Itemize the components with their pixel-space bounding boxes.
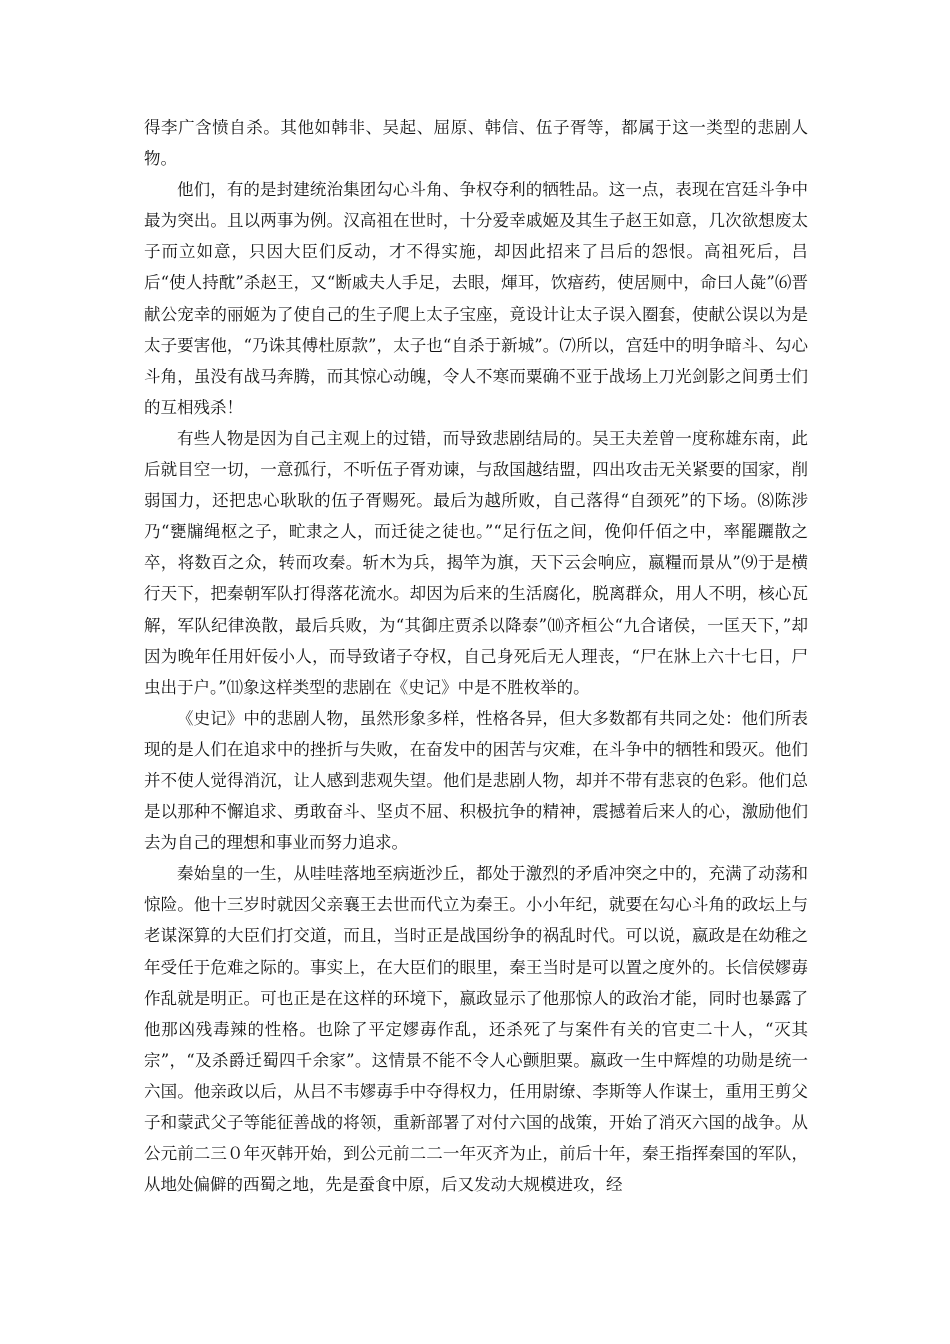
- paragraph-continuation: 得李广含愤自杀。其他如韩非、吴起、屈原、韩信、伍子胥等，都属于这一类型的悲剧人物。: [144, 118, 808, 169]
- document-page: [144, 112, 808, 1200]
- paragraph-personal-faults: 有些人物是因为自己主观上的过错，而导致悲剧结局的。吴王夫差曾一度称雄东南，此后就目空一切，一意孤行，不听伍子胥劝谏，与敌国越结盟，四出攻击无关紧要的国家，削弱国力，还把忠心耿耿的伍子胥赐死。最后为越所败，自己落得“自颈死”的下场。⑻陈涉乃“甕牖绳枢之子，甿隶之人，而迁徒之徒也。”“足行伍之间，俛仰仟佰之中，率罷躧散之卒，将数百之众，转而攻秦。斩木为兵，揭竿为旗，天下云会响应，嬴糧而景从”⑼于是横行天下，把秦朝军队打得落花流水。却因为后来的生活腐化，脱离群众，用人不明，核心瓦解，军队纪律涣散，最后兵败，为“其御庄贾杀以降泰”⑽齐桓公“九合诸侯，一匡天下，”却因为晚年任用奸佞小人，而导致诸子夺权，自己身死后无人理丧，“尸在牀上六十七日，尸虫出于户。”⑾象这样类型的悲剧在《史记》中是不胜枚举的。: [144, 428, 808, 697]
- paragraph-qin-shihuang: 秦始皇的一生，从哇哇落地至病逝沙丘，都处于激烈的矛盾冲突之中的，充满了动荡和惊险。他十三岁时就因父亲襄王去世而代立为秦王。小小年纪，就要在勾心斗角的政坛上与老谋深算的大臣们打交道，而且，当时正是战国纷争的祸乱时代。可以说，嬴政是在幼稚之年受任于危难之际的。事实上，在大臣们的眼里，秦王当时是可以置之度外的。长信侯嫪毐作乱就是明正。可也正是在这样的环境下，嬴政显示了他那惊人的政治才能，同时也暴露了他那凶残毒辣的性格。也除了平定嫪毐作乱，还杀死了与案件有关的官吏二十人，“灭其宗”，“及杀爵迁蜀四千余家”。这情景不能不令人心颤胆粟。嬴政一生中辉煌的功勋是统一六国。他亲政以后，从吕不韦嫪毐手中夺得权力，任用尉缭、李斯等人作谋士，重用王剪父子和蒙武父子等能征善战的将领，重新部署了对付六国的战策，开始了消灭六国的战争。从公元前二三０年灭韩开始，到公元前二二一年灭齐为止，前后十年，秦王指挥秦国的军队，从地处偏僻的西蜀之地，先是蚕食中原，后又发动大规模进攻，经: [144, 864, 808, 1195]
- paragraph-palace-struggle: 他们，有的是封建统治集团勾心斗角、争权夺利的牺牲品。这一点，表现在宫廷斗争中最为突出。且以两事为例。汉高祖在世时，十分爱幸戚姬及其生子赵王如意，几次欲想废太子而立如意，只因大臣们反动，才不得实施，却因此招来了吕后的怨恨。高祖死后，吕后“使人持酖”杀赵王，又“断戚夫人手足，去眼，煇耳，饮瘖药，使居厕中，命曰人彘”⑹晋献公宠幸的丽姬为了使自己的生子爬上太子宝座，竟设计让太子误入圈套，使献公误以为是太子要害他，“乃诛其傅杜原款”，太子也“自杀于新城”。⑺所以，宫廷中的明争暗斗、勾心斗角，虽没有战马奔腾，而其惊心动魄，令人不寒而粟确不亚于战场上刀光剑影之间勇士们的互相残杀！: [144, 180, 808, 417]
- paragraph-common-traits: 《史记》中的悲剧人物，虽然形象多样，性格各异，但大多数都有共同之处：他们所表现的是人们在追求中的挫折与失败，在奋发中的困苦与灾难，在斗争中的牺牲和毁灭。他们并不使人觉得消沉，让人感到悲观失望。他们是悲剧人物，却并不带有悲哀的色彩。他们总是以那种不懈追求、勇敢奋斗、坚贞不屈、积极抗争的精神，震撼着后来人的心，激励他们去为自己的理想和事业而努力追求。: [144, 708, 808, 853]
